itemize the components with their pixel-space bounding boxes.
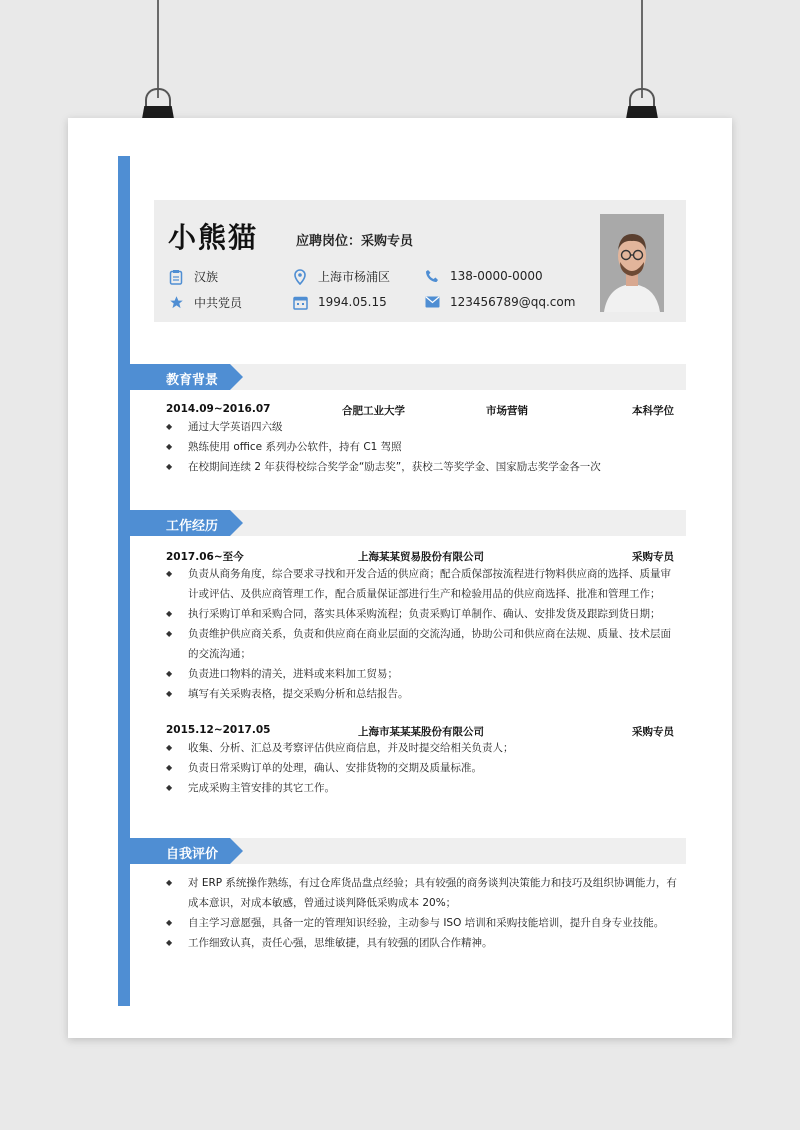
list-item: ◆ 收集、分析、汇总及考察评估供应商信息，并及时提交给相关负责人；: [166, 742, 514, 754]
info-party: [168, 294, 242, 311]
list-item: ◆ 熟练使用 office 系列办公软件，持有 C1 驾照: [166, 441, 402, 453]
phone-icon: [424, 268, 440, 284]
calendar-icon: [292, 294, 308, 310]
job-company: 上海市某某某股份有限公司: [358, 726, 484, 738]
header-card: [154, 200, 686, 322]
info-phone: [424, 268, 543, 284]
list-item: ◆ 填写有关采购表格，提交采购分析和总结报告。: [166, 688, 409, 700]
resume-page: [68, 118, 732, 1038]
list-item: ◆ 执行采购订单和采购合同，落实具体采购流程；负责采购订单制作、确认、安排发货及跟踪到货日期；: [166, 608, 661, 620]
ethnicity-text: 汉族: [194, 270, 219, 284]
section-self-header: [130, 838, 686, 864]
profile-photo: [600, 214, 664, 312]
list-item: ◆ 自主学习意愿强，具备一定的管理知识经验，主动参与 ISO 培训和采购技能培训，提升自身专业技能。: [166, 917, 665, 929]
hanging-string-right: [641, 0, 643, 98]
location-pin-icon: [292, 269, 308, 285]
job-date: 2015.12~2017.05: [166, 724, 271, 736]
party-text: 中共党员: [194, 296, 243, 310]
address-text: 上海市杨浦区: [318, 270, 391, 284]
list-item: ◆ 负责进口物料的清关，进料或来料加工贸易；: [166, 668, 398, 680]
mail-icon: [424, 294, 440, 310]
list-item: ◆ 负责从商务角度，综合要求寻找和开发合适的供应商；配合质保部按流程进行物料供应商的选择、质量审计或评估、及供应商管理工作，配合质量保证部进行生产和检验用品的供应商选择、批准和管理工作；: [166, 568, 671, 600]
section-title: 工作经历: [166, 519, 219, 534]
list-item: ◆ 工作细致认真，责任心强，思维敏捷，具有较强的团队合作精神。: [166, 937, 493, 949]
info-email: [424, 294, 575, 310]
job-role: 采购专员: [632, 726, 674, 738]
hanging-string-left: [157, 0, 159, 98]
job-position: 应聘岗位：采购专员: [296, 234, 414, 249]
birthday-text: 1994.05.15: [318, 295, 387, 309]
section-education-header: [130, 364, 686, 390]
list-item: ◆ 在校期间连续 2 年获得校综合奖学金“励志奖”，获校二等奖学金、国家励志奖学金各一次: [166, 461, 601, 473]
list-item: ◆ 负责维护供应商关系，负责和供应商在商业层面的交流沟通，协助公司和供应商在法规、质量、技术层面的交流沟通；: [166, 628, 671, 660]
accent-bar: [118, 156, 130, 1006]
edu-date: 2014.09~2016.07: [166, 403, 271, 415]
list-item: ◆ 完成采购主管安排的其它工作。: [166, 782, 335, 794]
star-icon: [168, 295, 184, 311]
section-work-header: [130, 510, 686, 536]
name: 小熊猫: [168, 221, 259, 254]
section-title: 自我评价: [166, 847, 219, 862]
job-date: 2017.06~至今: [166, 551, 244, 563]
list-item: ◆ 对 ERP 系统操作熟练，有过仓库货品盘点经验；具有较强的商务谈判决策能力和技巧及组织协调能力，有成本意识，对成本敏感，曾通过谈判降低采购成本 20%；: [166, 877, 677, 909]
edu-school: 合肥工业大学: [342, 405, 405, 417]
email-text: 123456789@qq.com: [450, 295, 576, 309]
clipboard-icon: [168, 269, 184, 285]
info-address: [292, 268, 390, 285]
list-item: ◆ 负责日常采购订单的处理，确认、安排货物的交期及质量标准。: [166, 762, 482, 774]
edu-major: 市场营销: [486, 405, 528, 417]
phone-text: 138-0000-0000: [450, 269, 543, 283]
info-ethnicity: [168, 268, 218, 285]
section-title: 教育背景: [166, 373, 219, 388]
info-birthday: [292, 294, 387, 310]
job-role: 采购专员: [632, 551, 674, 563]
list-item: ◆ 通过大学英语四六级: [166, 421, 283, 433]
edu-degree: 本科学位: [632, 405, 674, 417]
job-company: 上海某某贸易股份有限公司: [358, 551, 484, 563]
